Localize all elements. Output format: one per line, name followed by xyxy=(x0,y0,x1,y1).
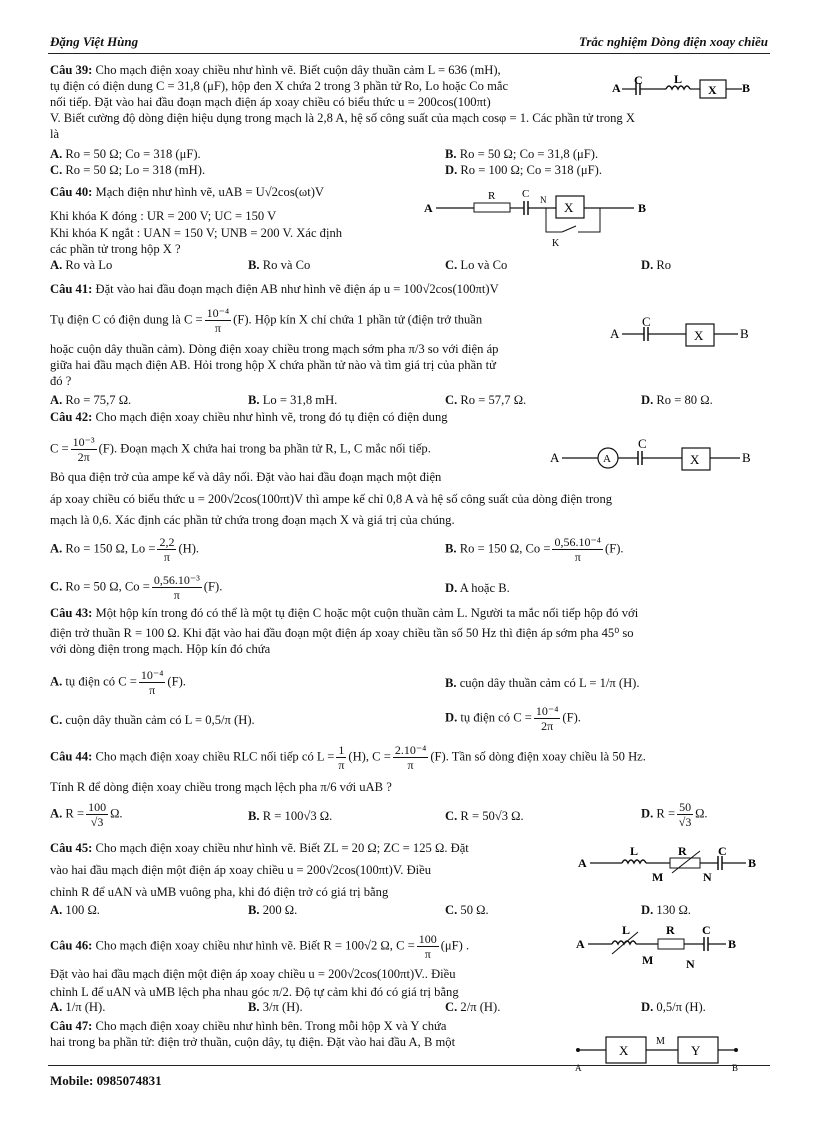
svg-text:X: X xyxy=(564,200,574,215)
q42-line3: Bỏ qua điện trở của ampe kế và dây nối. Đặt vào hai đầu đoạn mạch một điện xyxy=(50,470,442,484)
q39-line3: nối tiếp. Đặt vào hai đầu đoạn mạch điện áp xoay chiều có biểu thức u = 200cos(100πt) xyxy=(50,95,491,109)
svg-text:C: C xyxy=(638,436,647,451)
q45-option-d[interactable]: D. 130 Ω. xyxy=(641,903,691,917)
q41-line1: Câu 41: Đặt vào hai đầu đoạn mạch điện AB như hình vẽ điện áp u = 100√2cos(100πt)V xyxy=(50,282,499,296)
footer-mobile: Mobile: 0985074831 xyxy=(50,1073,162,1088)
svg-text:X: X xyxy=(694,328,704,343)
q42-line1: Câu 42: Cho mạch điện xoay chiều như hình vẽ, trong đó tụ điện có điện dung xyxy=(50,410,448,424)
q40-option-c[interactable]: C. Lo và Co xyxy=(445,258,508,272)
q41-line2: Tụ điện C có điện dung là C = $\frac{\text{10⁻⁴}}{\pi}$ (F). Hộp kín X chỉ chứa 1 phần tử (điện trở thuần xyxy=(50,306,483,335)
q45-line3: chỉnh R để uAN và uMB vuông pha, khi đó điện trở có giá trị bằng xyxy=(50,885,389,899)
q40-line1: Câu 40: Mạch điện như hình vẽ, uAB = U√2cos(ωt)V xyxy=(50,185,324,199)
q39-option-b[interactable]: B. Ro = 50 Ω; Co = 31,8 (μF). xyxy=(445,147,599,161)
q45-line2: vào hai đầu mạch điện một điện áp xoay chiều u = 200√2cos(100πt)V. Điều xyxy=(50,863,432,877)
q43-line3: với dòng điện trong mạch. Hộp kín đó chứa xyxy=(50,642,271,656)
svg-text:M: M xyxy=(656,1036,665,1047)
svg-text:B: B xyxy=(740,326,749,341)
q44-option-a[interactable]: A. R = $\frac{100}{√3}$ Ω. xyxy=(50,800,123,829)
q40-option-a[interactable]: A. Ro và Lo xyxy=(50,258,113,272)
q43-option-d[interactable]: D. tụ điện có C = $\frac{\text{10⁻⁴}}{2\pi}$ (F). xyxy=(445,704,581,733)
q45-option-b[interactable]: B. 200 Ω. xyxy=(248,903,298,917)
q46-option-d[interactable]: D. 0,5/π (H). xyxy=(641,1000,706,1014)
q47-label: Câu 47: xyxy=(50,1019,93,1033)
svg-text:K: K xyxy=(552,238,560,249)
q40-line3: Khi khóa K ngắt : UAN = 150 V; UNB = 200 V. Xác định xyxy=(50,226,343,240)
q42-label: Câu 42: xyxy=(50,410,93,424)
svg-text:L: L xyxy=(622,923,631,937)
q39-option-d[interactable]: D. Ro = 100 Ω; Co = 318 (μF). xyxy=(445,163,602,177)
q45-option-a[interactable]: A. 100 Ω. xyxy=(50,903,100,917)
q43-option-c[interactable]: C. cuộn dây thuần cảm có L = 0,5/π (H). xyxy=(50,713,255,727)
header-divider xyxy=(48,53,770,54)
q45-option-c[interactable]: C. 50 Ω. xyxy=(445,903,489,917)
q46-line2: Đặt vào hai đầu mạch điện một điện áp xoay chiều u = 200√2cos(100πt)V.. Điều xyxy=(50,967,456,981)
q46-option-a[interactable]: A. 1/π (H). xyxy=(50,1000,106,1014)
q47-circuit-diagram xyxy=(572,1030,747,1078)
q40-option-b[interactable]: B. Ro và Co xyxy=(248,258,311,272)
q47-line1: Câu 47: Cho mạch điện xoay chiều như hình bên. Trong mỗi hộp X và Y chứa xyxy=(50,1019,447,1033)
q39-circuit-diagram xyxy=(612,72,762,108)
svg-text:R: R xyxy=(666,923,675,937)
q41-option-a[interactable]: A. Ro = 75,7 Ω. xyxy=(50,393,132,407)
svg-text:X: X xyxy=(690,452,700,467)
header-topic: Trắc nghiệm Dòng điện xoay chiều xyxy=(578,34,768,49)
svg-text:B: B xyxy=(638,201,647,215)
q41-label: Câu 41: xyxy=(50,282,93,296)
q46-line3: chỉnh L để uAN và uMB lệch pha nhau góc π/2. Độ tự cảm khi đó có giá trị bằng xyxy=(50,985,459,999)
svg-text:M: M xyxy=(642,953,654,967)
q44-line1: Câu 44: Cho mạch điện xoay chiều RLC nối tiếp có L = $\frac{1}{\pi}$ (H), C = $\frac{\text{2.10⁻⁴}}{\pi}$ (F). Tần số dòng điện xoay chiều là 50 Hz. xyxy=(50,743,646,772)
q43-option-b[interactable]: B. cuộn dây thuần cảm có L = 1/π (H). xyxy=(445,676,640,690)
svg-text:C: C xyxy=(702,923,711,937)
svg-text:X: X xyxy=(619,1043,629,1058)
q42-line5: mạch là 0,6. Xác định các phần tử chứa trong đoạn mạch X và giá trị của chúng. xyxy=(50,513,455,527)
q42-option-a[interactable]: A. Ro = 150 Ω, Lo = $\frac{2,2}{\pi}$ (H). xyxy=(50,535,200,564)
q40-line2: Khi khóa K đóng : UR = 200 V; UC = 150 V xyxy=(50,209,277,223)
q42-circuit-diagram xyxy=(550,436,760,480)
q44-option-b[interactable]: B. R = 100√3 Ω. xyxy=(248,809,333,823)
footer-divider xyxy=(48,1065,770,1066)
q40-option-d[interactable]: D. Ro xyxy=(641,258,672,272)
q39-option-a[interactable]: A. Ro = 50 Ω; Co = 318 (μF). xyxy=(50,147,201,161)
q42-line4: áp xoay chiều có biểu thức u = 200√2cos(100πt)V thì ampe kế chỉ 0,8 A và hệ số công suất của dòng điện trong xyxy=(50,492,613,506)
q40-circuit-diagram xyxy=(424,186,664,256)
svg-text:X: X xyxy=(708,83,717,97)
q43-line1: Câu 43: Một hộp kín trong đó có thể là một tụ điện C hoặc một cuộn thuần cảm L. Người ta mắc nối tiếp hộp đó với xyxy=(50,606,639,620)
svg-text:C: C xyxy=(642,314,651,329)
svg-text:A: A xyxy=(610,326,620,341)
q41-option-d[interactable]: D. Ro = 80 Ω. xyxy=(641,393,713,407)
svg-text:L: L xyxy=(630,844,639,858)
q41-line4: giữa hai đầu mạch điện AB. Hỏi trong hộp X chứa phần tử nào và tìm giá trị của phần tử xyxy=(50,358,496,372)
q42-option-d[interactable]: D. A hoặc B. xyxy=(445,581,510,595)
svg-text:A: A xyxy=(578,856,587,870)
q39-line2: tụ điện có điện dung C = 31,8 (μF), hộp đen X chứa 2 trong 3 phần tử Ro, Lo hoặc Co mắc xyxy=(50,79,509,93)
svg-text:C: C xyxy=(522,188,530,200)
q46-circuit-diagram xyxy=(576,924,766,976)
svg-text:N: N xyxy=(703,870,712,884)
q47-line2: hai trong ba phần tử: điện trở thuần, cuộn dây, tụ điện. Đặt vào hai đầu A, B một xyxy=(50,1035,456,1049)
q43-line2: điện trở thuần R = 100 Ω. Khi đặt vào hai đầu đoạn một điện áp xoay chiều tần số 50 Hz thì điện áp sớm pha 45⁰ so xyxy=(50,626,634,640)
svg-text:N: N xyxy=(686,957,695,971)
q46-label: Câu 46: xyxy=(50,938,93,953)
svg-text:R: R xyxy=(488,190,496,202)
svg-text:B: B xyxy=(732,1063,739,1073)
svg-text:C: C xyxy=(718,844,727,858)
svg-text:A: A xyxy=(612,81,621,95)
q39-line1 xyxy=(50,62,501,78)
q44-line2: Tính R để dòng điện xoay chiều trong mạch lệch pha π/6 với uAB ? xyxy=(50,780,392,794)
svg-text:B: B xyxy=(748,856,757,870)
svg-text:B: B xyxy=(728,937,737,951)
svg-text:C: C xyxy=(634,73,643,87)
q39-line4: V. Biết cường độ dòng điện hiệu dụng trong mạch là 2,8 A, hệ số công suất của mạch cosφ = 1. Các phần tử trong X xyxy=(50,111,635,125)
svg-text:L: L xyxy=(674,72,683,86)
q40-line4: các phần tử trong hộp X ? xyxy=(50,242,181,256)
q39-text1: Cho mạch điện xoay chiều như hình vẽ. Biết cuộn dây thuần cảm L = 636 (mH), xyxy=(95,63,501,77)
svg-text:A: A xyxy=(576,937,585,951)
q39-label: Câu 39: xyxy=(50,63,93,77)
q42-line2: C = $\frac{\text{10⁻³}}{2\pi}$ (F). Đoạn mạch X chứa hai trong ba phần tử R, L, C mắc nối tiếp. xyxy=(50,435,431,464)
q44-label: Câu 44: xyxy=(50,749,93,764)
svg-text:M: M xyxy=(652,870,664,884)
q39-option-c[interactable]: C. Ro = 50 Ω; Lo = 318 (mH). xyxy=(50,163,206,177)
q41-option-c[interactable]: C. Ro = 57,7 Ω. xyxy=(445,393,527,407)
q42-option-b[interactable]: B. Ro = 150 Ω, Co = $\frac{\text{0,56.10⁻⁴}}{\pi}$ (F). xyxy=(445,535,624,564)
q46-option-c[interactable]: C. 2/π (H). xyxy=(445,1000,501,1014)
q45-circuit-diagram xyxy=(578,845,768,895)
svg-text:B: B xyxy=(742,81,751,95)
svg-text:Y: Y xyxy=(691,1043,701,1058)
svg-text:A: A xyxy=(603,453,611,465)
q41-line5: đó ? xyxy=(50,374,72,388)
svg-text:N: N xyxy=(540,195,547,205)
q43-option-a[interactable]: A. tụ điện có C = $\frac{\text{10⁻⁴}}{\pi}$ (F). xyxy=(50,668,186,697)
header-author: Đặng Việt Hùng xyxy=(50,34,139,49)
q43-label: Câu 43: xyxy=(50,606,93,620)
q45-label: Câu 45: xyxy=(50,841,93,855)
q41-option-b[interactable]: B. Lo = 31,8 mH. xyxy=(248,393,338,407)
q41-circuit-diagram xyxy=(610,314,760,358)
q42-option-c[interactable]: C. Ro = 50 Ω, Co = $\frac{\text{0,56.10⁻³}}{\pi}$ (F). xyxy=(50,573,223,602)
svg-text:B: B xyxy=(742,450,751,465)
svg-text:A: A xyxy=(550,450,560,465)
q45-line1: Câu 45: Cho mạch điện xoay chiều như hình vẽ. Biết ZL = 20 Ω; ZC = 125 Ω. Đặt xyxy=(50,841,469,855)
q39-line5: là xyxy=(50,127,60,141)
q46-line1: Câu 46: Cho mạch điện xoay chiều như hình vẽ. Biết R = 100√2 Ω, C = $\frac{100}{\pi}$ (μF) . xyxy=(50,932,470,961)
svg-text:A: A xyxy=(575,1063,582,1073)
q46-option-b[interactable]: B. 3/π (H). xyxy=(248,1000,303,1014)
q44-option-c[interactable]: C. R = 50√3 Ω. xyxy=(445,809,524,823)
q41-line3: hoặc cuộn dây thuần cảm). Dòng điện xoay chiều trong mạch sớm pha π/3 so với điện áp xyxy=(50,342,499,356)
svg-text:A: A xyxy=(424,201,433,215)
q44-option-d[interactable]: D. R = $\frac{50}{√3}$ Ω. xyxy=(641,800,708,829)
q40-label: Câu 40: xyxy=(50,185,93,199)
svg-text:R: R xyxy=(678,844,687,858)
